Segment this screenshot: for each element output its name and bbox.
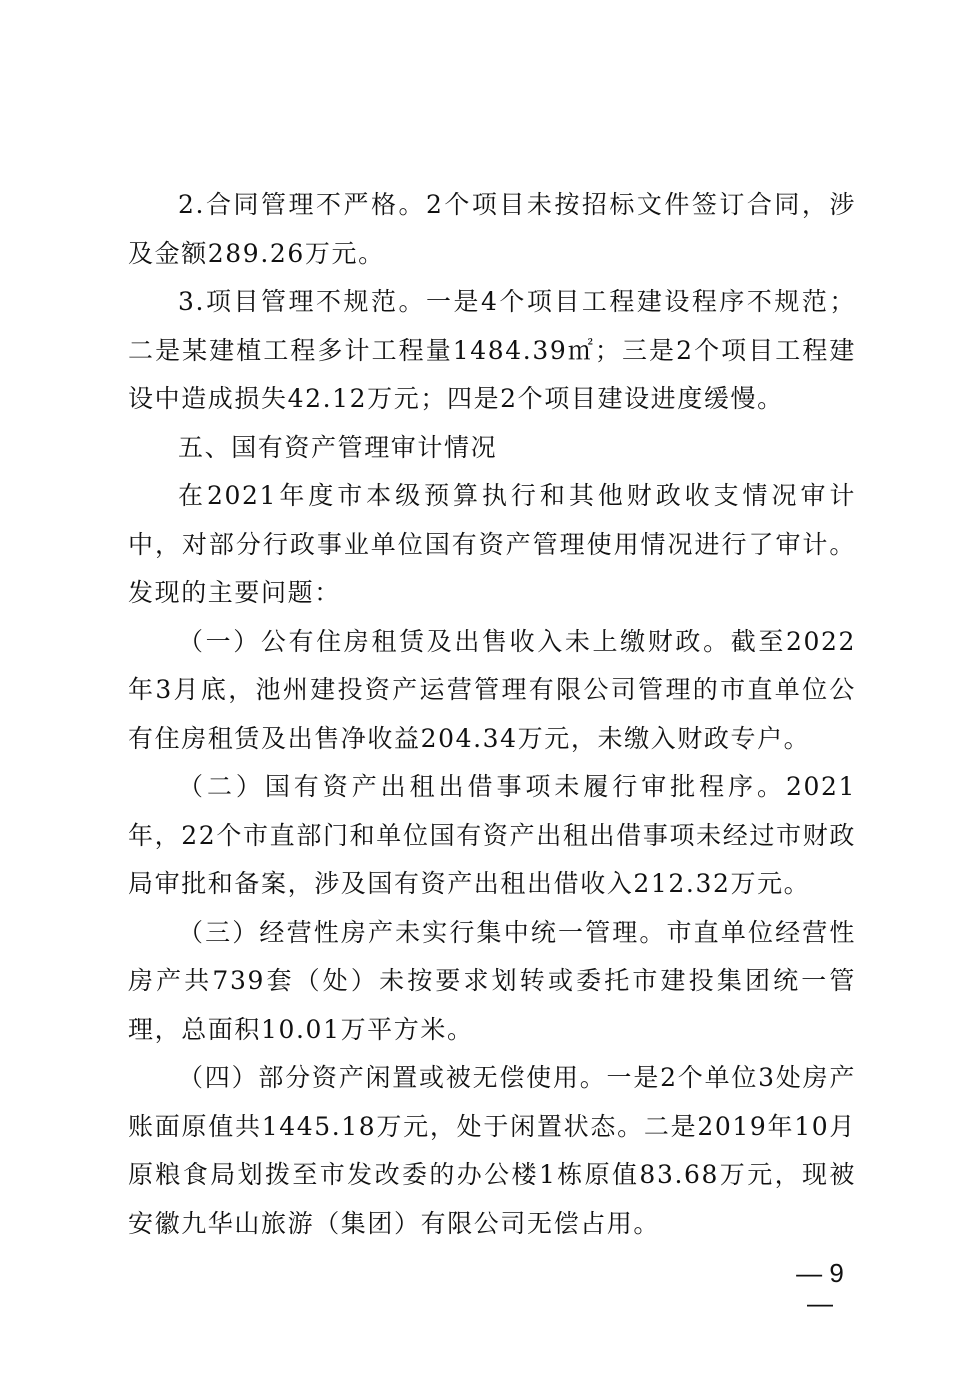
document-body [128,181,856,1248]
paragraph-contract-management: 2.合同管理不严格。2个项目未按招标文件签订合同，涉及金额289.26万元。 [128,190,856,268]
paragraph-issue-1-public-housing: （一）公有住房租赁及出售收入未上缴财政。截至2022年3月底，池州建投资产运营管理有限公司管理的市直单位公有住房租赁及出售净收益204.34万元，未缴入财政专户。 [128,626,856,753]
paragraph-project-management: 3.项目管理不规范。一是4个项目工程建设程序不规范；二是某建植工程多计工程量1484.39㎡；三是2个项目工程建设中造成损失42.12万元；四是2个项目建设进度缓慢。 [128,287,856,413]
paragraph-issue-2-leasing-approval: （二）国有资产出租出借事项未履行审批程序。2021年，22个市直部门和单位国有资产出租出借事项未经过市财政局审批和备案，涉及国有资产出租出借收入212.32万元。 [128,772,856,898]
paragraph-issue-3-operating-property: （三）经营性房产未实行集中统一管理。市直单位经营性房产共739套（处）未按要求划转或委托市建投集团统一管理，总面积10.01万平方米。 [128,917,856,1044]
paragraph-issue-4-idle-assets: （四）部分资产闲置或被无偿使用。一是2个单位3处房产账面原值共1445.18万元，处于闲置状态。二是2019年10月原粮食局划拨至市发改委的办公楼1栋原值83.68万元，现被安徽九华山旅游（集团）有限公司无偿占用。 [128,1063,856,1238]
section-heading-state-assets: 五、国有资产管理审计情况 [178,432,498,462]
paragraph-audit-intro: 在2021年度市本级预算执行和其他财政收支情况审计中，对部分行政事业单位国有资产管理使用情况进行了审计。发现的主要问题： [128,481,856,607]
page-number: — 9 — [796,1258,844,1318]
